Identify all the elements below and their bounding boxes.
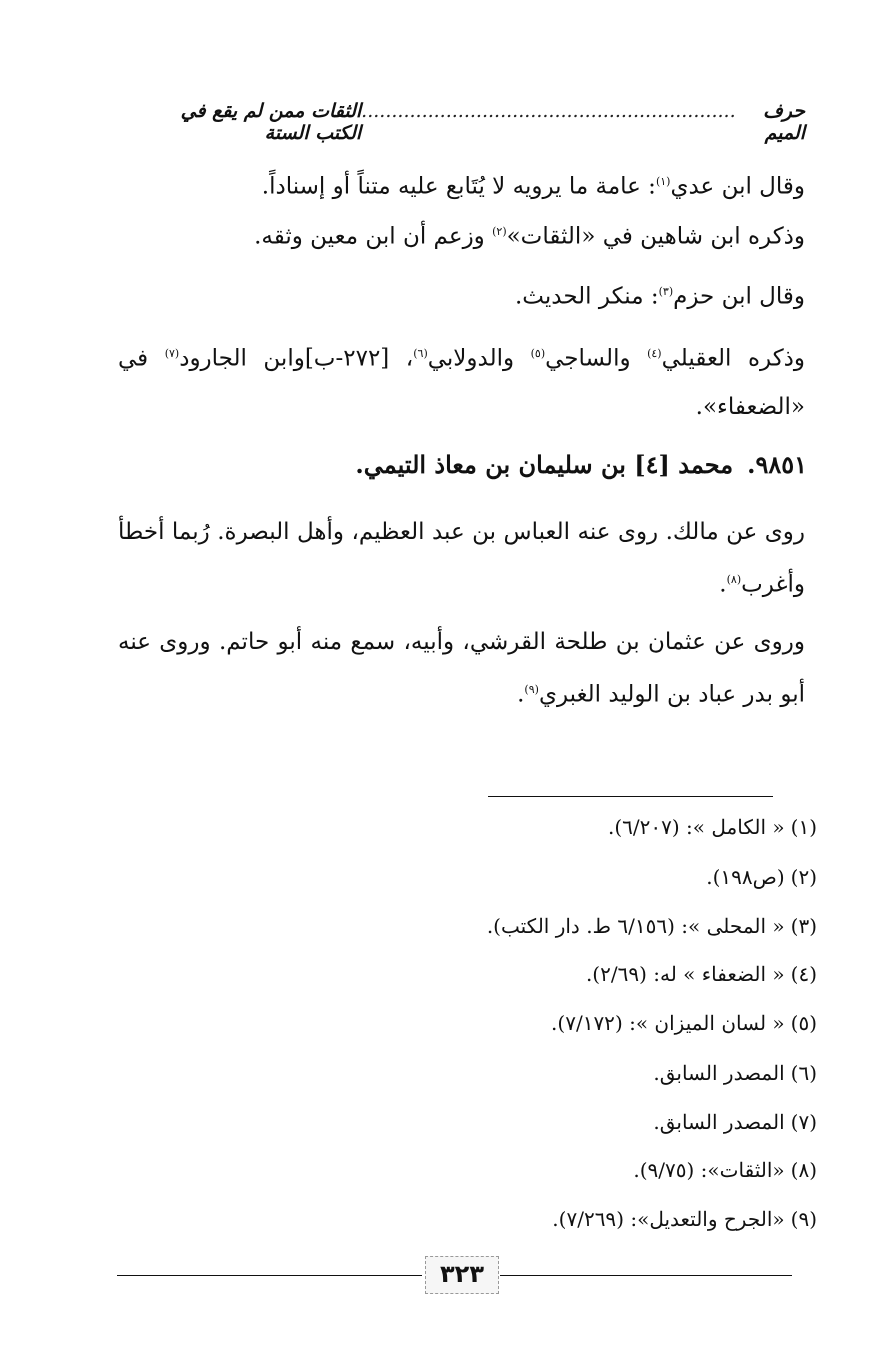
paragraph-ibn-adi: وقال ابن عدي$^{(١)}$: عامة ما يرويه لا يُتَابع عليه متناً أو إسناداً. [261,173,805,200]
paragraph-students: وروى عن عثمان بن طلحة القرشي، وأبيه، سمع منه أبو حاتم. وروى عنه أبو بدر عباد بن الوليد الغبري$^{(٩)}$. [118,629,805,708]
footnote-3: (٣)« المحلى »: (٦/١٥٦ ط. دار الكتب). [486,914,817,938]
footnote-1: (١)« الكامل »: (٦/٢٠٧). [608,815,817,839]
header-chapter: حرف الميم [763,100,805,144]
footnote-ref-5[interactable]: (٥) [530,347,546,360]
footnote-ref-8[interactable]: (٨) [726,573,742,586]
header-dot-leader: .............................................................. [361,100,736,122]
entry-name: محمد [٤] بن سليمان بن معاذ التيمي. [355,450,734,479]
entry-heading [118,445,807,485]
footnote-7: (٧)المصدر السابق. [653,1110,817,1134]
footnote-8: (٨)«الثقات»: (٩/٧٥). [633,1158,817,1182]
entry-number: ٩٨٥١. [747,450,807,479]
footnote-2: (٢)(ص١٩٨). [706,865,817,889]
footnote-ref-7[interactable]: (٧) [164,347,180,360]
footnote-separator [488,796,773,797]
footnote-ref-6[interactable]: (٦) [413,347,428,360]
footnote-ref-1[interactable]: (١) [655,175,671,188]
footnote-ref-2[interactable]: (٢) [492,225,507,238]
footer-rule-left [117,1275,422,1276]
footnote-ref-4[interactable]: (٤) [647,347,662,360]
footnote-ref-3[interactable]: (٣) [658,285,674,298]
paragraph-ibn-shahin: وذكره ابن شاهين في «الثقات»$^{(٢)}$ وزعم أن ابن معين وثقه. [254,223,805,250]
footnote-ref-9[interactable]: (٩) [524,683,539,696]
footnote-4: (٤)« الضعفاء » له: (٢/٦٩). [585,962,817,986]
paragraph-weak-narrators: وذكره العقيلي$^{(٤)}$ والساجي$^{(٥)}$ والدولابي$^{(٦)}$، [٢٧٢-ب]وابن الجارود$^{(٧)}$ في «الضعفاء». [118,345,805,420]
footnote-5: (٥)« لسان الميزان »: (٧/١٧٢). [551,1011,817,1035]
footnote-9: (٩)«الجرح والتعديل»: (٧/٢٦٩). [552,1207,817,1231]
paragraph-narrations: روى عن مالك. روى عنه العباس بن عبد العظيم، وأهل البصرة. رُبما أخطأ وأغرب$^{(٨)}$. [118,519,805,598]
running-header [140,100,805,144]
page-number: ٣٢٣ [425,1256,499,1294]
footnote-6: (٦)المصدر السابق. [653,1061,817,1085]
footer-rule-right [500,1275,792,1276]
paragraph-ibn-hazm: وقال ابن حزم$^{(٣)}$: منكر الحديث. [514,283,805,310]
header-book-title: الثقات ممن لم يقع في الكتب الستة [180,100,362,144]
